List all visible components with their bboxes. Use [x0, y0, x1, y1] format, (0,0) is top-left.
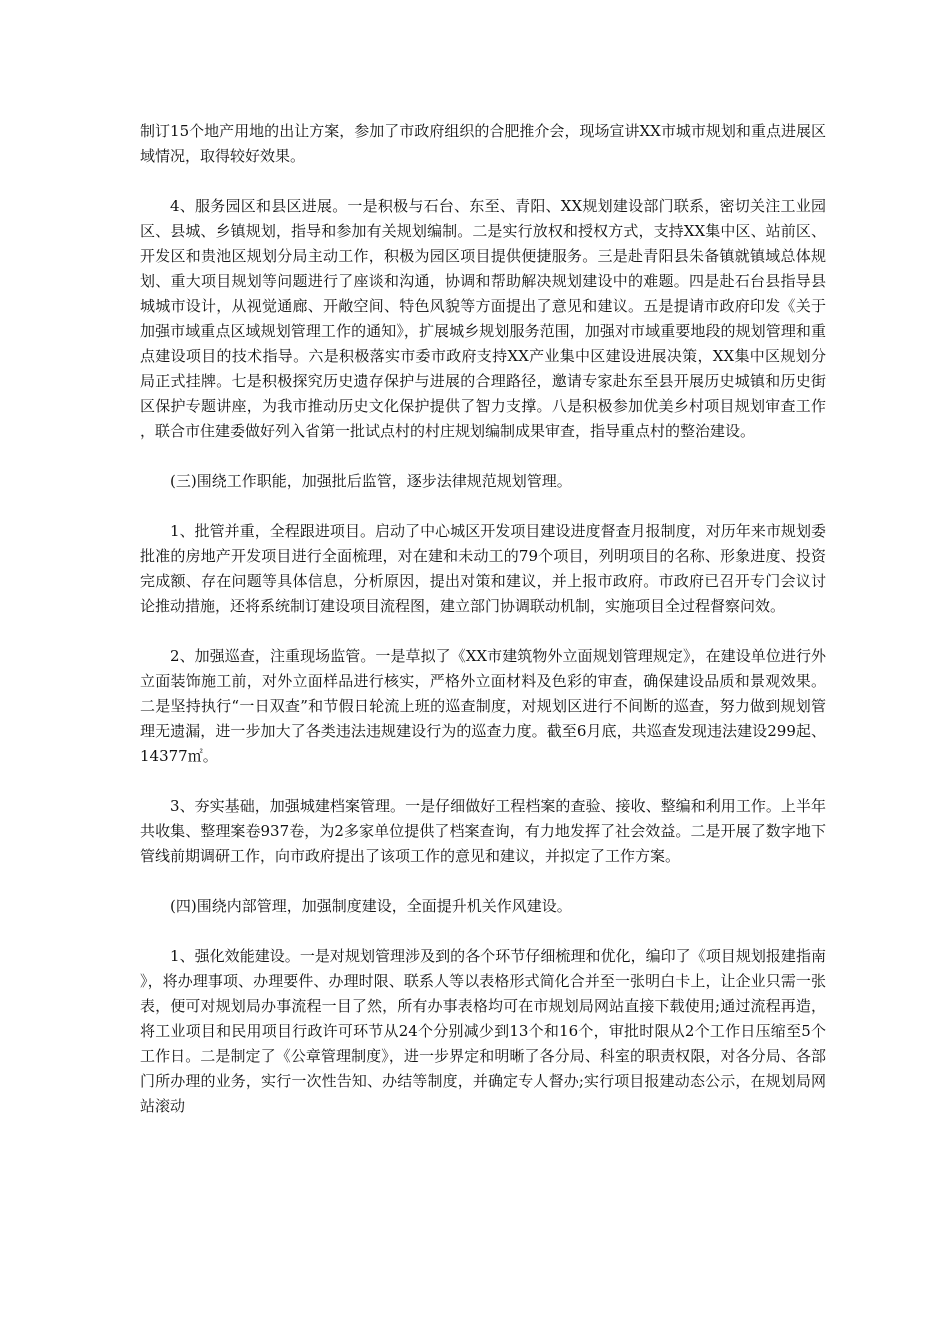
paragraph-5: 2、加强巡查，注重现场监管。一是草拟了《XX市建筑物外立面规划管理规定》，在建设单位进行外立面装饰施工前，对外立面样品进行核实，严格外立面材料及色彩的审查，确保建设品质和景观效果。二是坚持执行“一日双查”和节假日轮流上班的巡查制度，对规划区进行不间断的巡查，努力做到规划管理无遗漏，进一步加大了各类违法违规建设行为的巡查力度。截至6月底，共巡查发现违法建设299起、14377㎡。	[140, 647, 826, 765]
paragraph-8: 1、强化效能建设。一是对规划管理涉及到的各个环节仔细梳理和优化，编印了《项目规划报建指南》，将办理事项、办理要件、办理时限、联系人等以表格形式简化合并至一张明白卡上，让企业只需一张表，便可对规划局办事流程一目了然，所有办事表格均可在市规划局网站直接下载使用;通过流程再造，将工业项目和民用项目行政许可环节从24个分别减少到13个和16个，审批时限从2个工作日压缩至5个工作日。二是制定了《公章管理制度》，进一步界定和明晰了各分局、科室的职责权限，对各分局、各部门所办理的业务，实行一次性告知、办结等制度，并确定专人督办;实行项目报建动态公示，在规划局网站滚动	[140, 947, 826, 1115]
section-heading-4: (四)围绕内部管理，加强制度建设，全面提升机关作风建设。	[170, 897, 572, 915]
paragraph-6: 3、夯实基础，加强城建档案管理。一是仔细做好工程档案的查验、接收、整编和利用工作。上半年共收集、整理案卷937卷，为2多家单位提供了档案查询，有力地发挥了社会效益。二是开展了数字地下管线前期调研工作，向市政府提出了该项工作的意见和建议，并拟定了工作方案。	[140, 797, 826, 865]
paragraph-1: 制订15个地产用地的出让方案，参加了市政府组织的合肥推介会，现场宣讲XX市城市规划和重点进展区域情况，取得较好效果。	[140, 122, 826, 165]
paragraph-2: 4、服务园区和县区进展。一是积极与石台、东至、青阳、XX规划建设部门联系，密切关注工业园区、县城、乡镇规划，指导和参加有关规划编制。二是实行放权和授权方式，支持XX集中区、站前区、开发区和贵池区规划分局主动工作，积极为园区项目提供便捷服务。三是赴青阳县朱备镇就镇域总体规划、重大项目规划等问题进行了座谈和沟通，协调和帮助解决规划建设中的难题。四是赴石台县指导县城城市设计，从视觉通廊、开敞空间、特色风貌等方面提出了意见和建议。五是提请市政府印发《关于加强市域重点区域规划管理工作的通知》，扩展城乡规划服务范围，加强对市域重要地段的规划管理和重点建设项目的技术指导。六是积极落实市委市政府支持XX产业集中区建设进展决策，XX集中区规划分局正式挂牌。七是积极探究历史遗存保护与进展的合理路径，邀请专家赴东至县开展历史城镇和历史街区保护专题讲座，为我市推动历史文化保护提供了智力支撑。八是积极参加优美乡村项目规划审查工作，联合市住建委做好列入省第一批试点村的村庄规划编制成果审查，指导重点村的整治建设。	[140, 197, 826, 440]
document-page	[140, 119, 826, 1119]
paragraph-4: 1、批管并重，全程跟进项目。启动了中心城区开发项目建设进度督查月报制度，对历年来市规划委批准的房地产开发项目进行全面梳理，对在建和未动工的79个项目，列明项目的名称、形象进度、投资完成额、存在问题等具体信息，分析原因，提出对策和建议，并上报市政府。市政府已召开专门会议讨论推动措施，还将系统制订建设项目流程图，建立部门协调联动机制，实施项目全过程督察问效。	[140, 522, 826, 615]
section-heading-3: (三)围绕工作职能，加强批后监管，逐步法律规范规划管理。	[170, 472, 572, 490]
